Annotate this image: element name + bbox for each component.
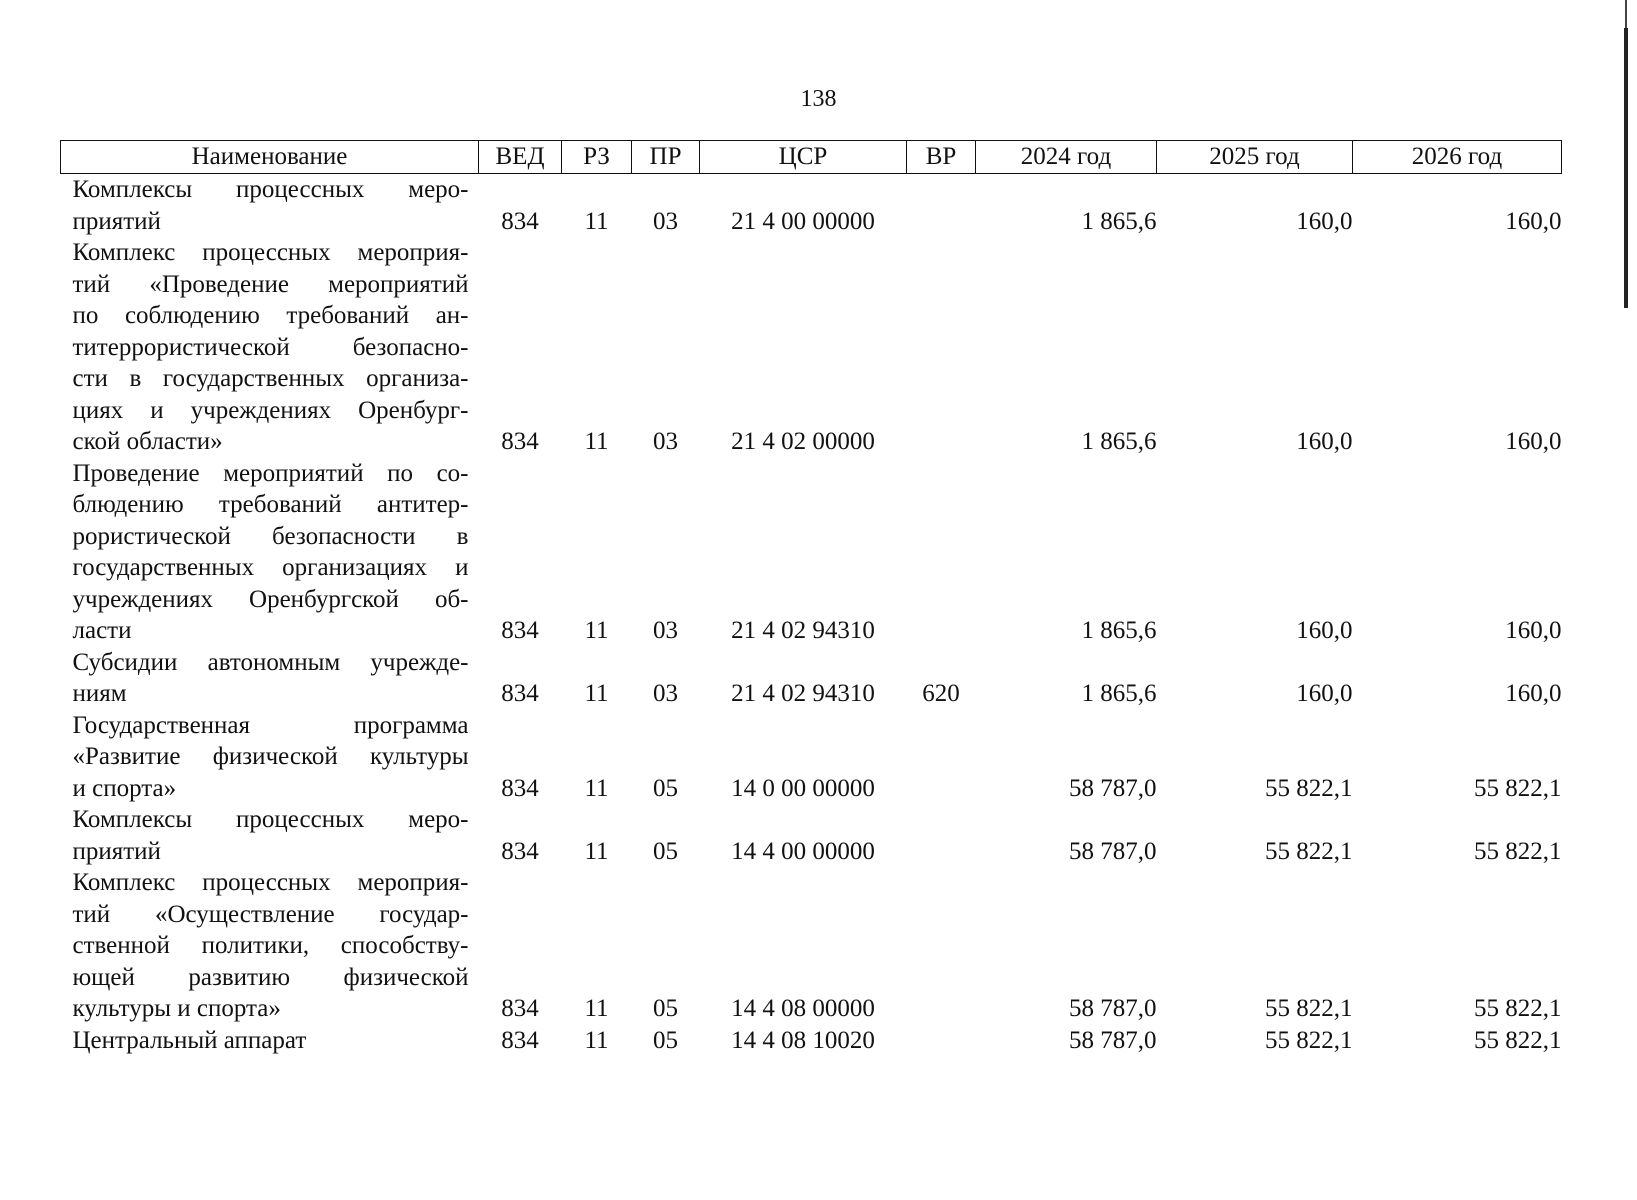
cell-vr bbox=[907, 710, 976, 805]
name-line: приятий bbox=[72, 207, 161, 235]
name-line: Проведение мероприятий по со- bbox=[72, 459, 469, 487]
cell-name bbox=[61, 174, 479, 238]
table-row bbox=[61, 174, 1562, 238]
name-line: ственной политики, способству- bbox=[72, 932, 469, 959]
cell-csr: 21 4 02 94310 bbox=[731, 680, 875, 707]
cell-ved: 834 bbox=[501, 680, 539, 707]
cell-csr: 21 4 02 00000 bbox=[731, 428, 875, 455]
cell-y2026: 160,0 bbox=[1505, 207, 1562, 235]
name-line: Комплекс процессных мероприя- bbox=[72, 869, 469, 896]
cell-vr bbox=[907, 1025, 976, 1057]
cell-csr: 14 4 08 00000 bbox=[731, 995, 875, 1022]
cell-y2025: 55 822,1 bbox=[1265, 837, 1353, 865]
cell-ved: 834 bbox=[501, 995, 539, 1022]
cell-y2024: 58 787,0 bbox=[1069, 774, 1157, 802]
header-ved: ВЕД bbox=[479, 141, 562, 174]
page-number: 138 bbox=[800, 86, 837, 112]
cell-name bbox=[61, 647, 479, 710]
cell-name bbox=[61, 237, 479, 458]
cell-rz: 11 bbox=[584, 207, 609, 235]
cell-rz: 11 bbox=[584, 617, 609, 644]
name-line: Комплексы процессных меро- bbox=[72, 806, 469, 833]
cell-csr: 21 4 00 00000 bbox=[731, 207, 875, 235]
cell-rz: 11 bbox=[584, 1026, 609, 1054]
name-line: Государственная программа bbox=[72, 711, 469, 739]
cell-pr: 03 bbox=[653, 207, 678, 235]
table-row bbox=[61, 1025, 1562, 1057]
header-2024: 2024 год bbox=[976, 141, 1157, 174]
table-row bbox=[61, 804, 1562, 867]
cell-name bbox=[61, 867, 479, 1025]
cell-vr bbox=[907, 237, 976, 458]
cell-pr: 05 bbox=[653, 995, 678, 1022]
header-name: Наименование bbox=[61, 141, 479, 174]
header-vr: ВР bbox=[907, 141, 976, 174]
cell-y2025: 55 822,1 bbox=[1265, 1026, 1353, 1054]
cell-ved: 834 bbox=[501, 837, 539, 865]
cell-y2026: 160,0 bbox=[1505, 428, 1562, 455]
budget-table bbox=[60, 140, 1562, 1056]
cell-pr: 05 bbox=[653, 1026, 678, 1054]
cell-y2025: 160,0 bbox=[1296, 428, 1353, 455]
cell-y2025: 55 822,1 bbox=[1265, 774, 1353, 802]
cell-y2026: 160,0 bbox=[1505, 680, 1562, 707]
cell-csr: 14 4 08 10020 bbox=[731, 1026, 875, 1054]
name-line: ласти bbox=[72, 617, 132, 644]
cell-rz: 11 bbox=[584, 995, 609, 1022]
cell-pr: 03 bbox=[653, 428, 678, 455]
cell-rz: 11 bbox=[584, 774, 609, 802]
cell-y2024: 58 787,0 bbox=[1069, 837, 1157, 865]
name-line: приятий bbox=[72, 837, 161, 865]
cell-pr: 03 bbox=[653, 680, 678, 707]
cell-y2024: 1 865,6 bbox=[1081, 617, 1157, 644]
name-line: ющей развитию физической bbox=[72, 963, 469, 991]
name-line: сти в государственных организа- bbox=[72, 365, 469, 392]
name-line: Центральный аппарат bbox=[72, 1026, 307, 1054]
header-rz: РЗ bbox=[562, 141, 632, 174]
name-line: «Развитие физической культуры bbox=[72, 743, 469, 770]
name-line: Комплексы процессных меро- bbox=[72, 176, 469, 203]
header-csr: ЦСР bbox=[700, 141, 907, 174]
cell-ved: 834 bbox=[501, 774, 539, 802]
header-2025: 2025 год bbox=[1157, 141, 1353, 174]
cell-y2025: 55 822,1 bbox=[1265, 995, 1353, 1022]
table-body bbox=[61, 174, 1562, 1057]
cell-ved: 834 bbox=[501, 617, 539, 644]
name-line: Субсидии автономным учрежде- bbox=[72, 648, 469, 676]
table-row bbox=[61, 458, 1562, 647]
name-line: по соблюдению требований ан- bbox=[72, 302, 469, 329]
cell-vr bbox=[907, 804, 976, 867]
cell-vr bbox=[907, 174, 976, 238]
name-line: титеррористической безопасно- bbox=[72, 333, 469, 361]
cell-ved: 834 bbox=[501, 1026, 539, 1054]
name-line: циях и учреждениях Оренбург- bbox=[72, 396, 469, 424]
cell-y2025: 160,0 bbox=[1296, 680, 1353, 707]
cell-y2026: 55 822,1 bbox=[1474, 1026, 1562, 1054]
name-line: рористической безопасности в bbox=[72, 522, 469, 550]
cell-rz: 11 bbox=[584, 428, 609, 455]
cell-name bbox=[61, 458, 479, 647]
name-line: тий «Осуществление государ- bbox=[72, 900, 469, 928]
cell-y2024: 58 787,0 bbox=[1069, 1026, 1157, 1054]
cell-name bbox=[61, 804, 479, 867]
page-edge-mark-top bbox=[1625, 0, 1627, 30]
cell-rz: 11 bbox=[584, 837, 609, 865]
name-line: ской области» bbox=[72, 428, 223, 455]
cell-y2024: 1 865,6 bbox=[1081, 428, 1157, 455]
cell-pr: 05 bbox=[653, 774, 678, 802]
cell-y2025: 160,0 bbox=[1296, 617, 1353, 644]
table-row bbox=[61, 237, 1562, 458]
page-edge-mark bbox=[1624, 28, 1628, 308]
cell-ved: 834 bbox=[501, 207, 539, 235]
name-line: культуры и спорта» bbox=[72, 995, 281, 1022]
table-row bbox=[61, 867, 1562, 1025]
name-line: Комплекс процессных мероприя- bbox=[72, 239, 469, 266]
cell-y2024: 1 865,6 bbox=[1081, 680, 1157, 707]
cell-pr: 03 bbox=[653, 617, 678, 644]
header-pr: ПР bbox=[632, 141, 700, 174]
cell-pr: 05 bbox=[653, 837, 678, 865]
cell-y2026: 55 822,1 bbox=[1474, 837, 1562, 865]
cell-vr bbox=[907, 867, 976, 1025]
cell-y2024: 58 787,0 bbox=[1069, 995, 1157, 1022]
cell-name bbox=[61, 1025, 479, 1057]
table-row bbox=[61, 710, 1562, 805]
name-line: тий «Проведение мероприятий bbox=[72, 270, 469, 298]
name-line: блюдению требований антитер- bbox=[72, 491, 469, 518]
name-line: учреждениях Оренбургской об- bbox=[72, 585, 469, 613]
table-row bbox=[61, 647, 1562, 710]
cell-y2026: 55 822,1 bbox=[1474, 995, 1562, 1022]
cell-name bbox=[61, 710, 479, 805]
cell-y2025: 160,0 bbox=[1296, 207, 1353, 235]
cell-vr bbox=[907, 458, 976, 647]
cell-y2026: 55 822,1 bbox=[1474, 774, 1562, 802]
cell-y2024: 1 865,6 bbox=[1081, 207, 1157, 235]
cell-vr: 620 bbox=[922, 680, 960, 707]
cell-csr: 21 4 02 94310 bbox=[731, 617, 875, 644]
header-2026: 2026 год bbox=[1353, 141, 1562, 174]
name-line: ниям bbox=[72, 680, 127, 707]
cell-csr: 14 0 00 00000 bbox=[731, 774, 875, 802]
table-header-row bbox=[61, 141, 1562, 174]
cell-ved: 834 bbox=[501, 428, 539, 455]
name-line: государственных организациях и bbox=[72, 554, 469, 581]
name-line: и спорта» bbox=[72, 774, 177, 802]
cell-rz: 11 bbox=[584, 680, 609, 707]
cell-y2026: 160,0 bbox=[1505, 617, 1562, 644]
cell-csr: 14 4 00 00000 bbox=[731, 837, 875, 865]
